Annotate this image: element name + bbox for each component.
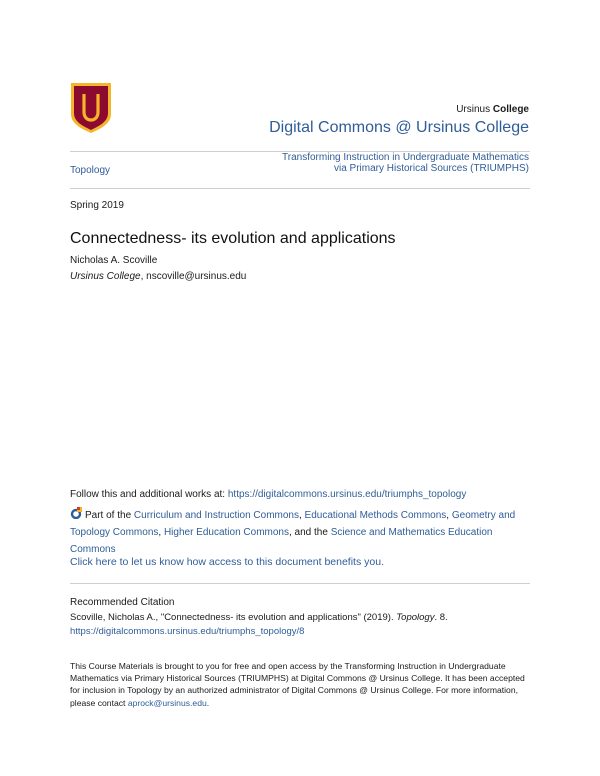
publication-date: Spring 2019 — [70, 200, 124, 211]
author-email: nscoville@ursinus.edu — [146, 271, 247, 282]
series-link[interactable]: Topology — [70, 165, 111, 176]
citation-text: Scoville, Nicholas A., "Connectedness- its evolution and applications" (2019). Topology. 8. https://digitalcommons.ursinus.edu/triumphs_topology/8 — [70, 612, 448, 637]
institution-name: Ursinus College — [456, 104, 529, 115]
benefits-link[interactable]: Click here to let us know how access to this document benefits you. — [70, 556, 384, 568]
commons-link-higher-education[interactable]: Higher Education Commons — [163, 527, 289, 538]
ursinus-logo — [70, 82, 112, 134]
commons-link-science-math-education[interactable]: Science and Mathematics Education Commons — [70, 527, 493, 555]
divider-series — [70, 188, 530, 189]
citation-link[interactable]: https://digitalcommons.ursinus.edu/triumphs_topology/8 — [70, 626, 305, 637]
commons-link-educational-methods[interactable]: Educational Methods Commons — [304, 510, 447, 521]
part-of-line: Part of the Curriculum and Instruction Commons, Educational Methods Commons, Geometry and Topology Commons, Higher Education Commons, and the Science and Mathematics Education Commons — [70, 507, 530, 558]
author-affiliation: Ursinus College, nscoville@ursinus.edu — [70, 271, 247, 282]
collection-link[interactable]: Transforming Instruction in Undergraduate Mathematics via Primary Historical Sources (TRIUMPHS) — [282, 152, 529, 174]
repository-link[interactable]: Digital Commons @ Ursinus College — [269, 119, 529, 136]
follow-link[interactable]: https://digitalcommons.ursinus.edu/triumphs_topology — [227, 489, 467, 500]
access-notice: This Course Materials is brought to you for free and open access by the Transforming Instruction in Undergraduate Mathematics via Primary Historical Sources (TRIUMPHS) at Digital Commons @ Ursinus College. It has been accepted for inclusion in Topology by an authorized administrator of Digital Commons @ Ursinus College. For more information, please contact aprock@ursinus.edu. — [70, 661, 525, 708]
contact-email-link[interactable]: aprock@ursinus.edu — [127, 697, 207, 708]
network-icon — [70, 507, 83, 519]
commons-link-geometry-topology[interactable]: Geometry and Topology Commons — [70, 510, 516, 538]
commons-link-curriculum[interactable]: Curriculum and Instruction Commons — [133, 510, 299, 521]
document-title: Connectedness- its evolution and applications — [70, 230, 396, 247]
citation-heading: Recommended Citation — [70, 597, 175, 608]
follow-line: Follow this and additional works at: https://digitalcommons.ursinus.edu/triumphs_topology — [70, 489, 467, 500]
shield-icon — [70, 82, 112, 134]
divider-citation — [70, 583, 530, 584]
author-name: Nicholas A. Scoville — [70, 255, 158, 266]
